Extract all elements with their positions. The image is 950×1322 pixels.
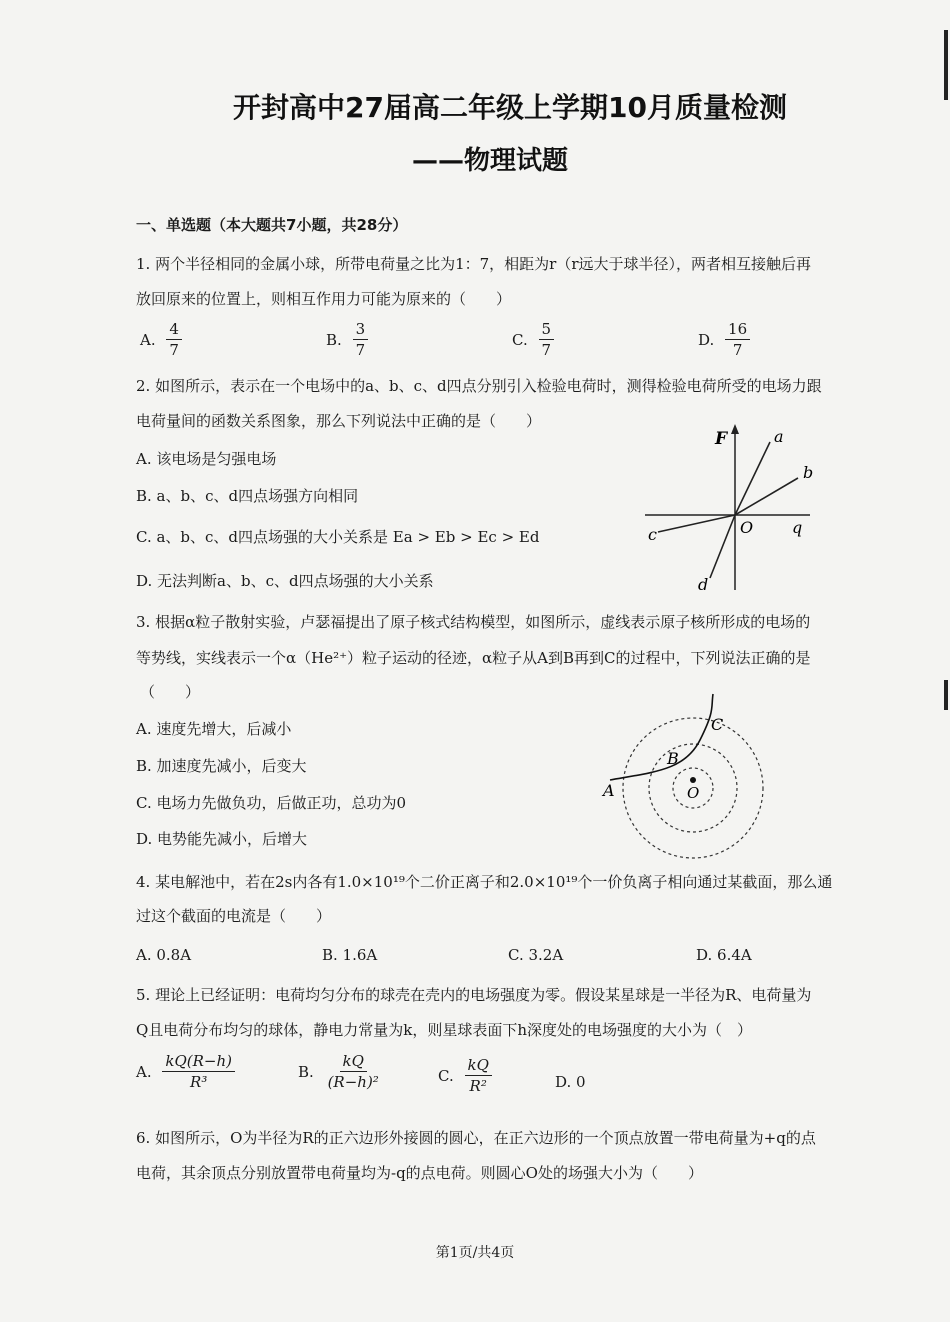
- denominator: 7: [355, 341, 366, 359]
- numerator: 4: [166, 320, 182, 340]
- numerator: kQ: [340, 1052, 367, 1072]
- fraction: [325, 1052, 382, 1091]
- label-q: q: [792, 518, 803, 537]
- fraction: [353, 320, 369, 359]
- fraction: [725, 320, 750, 359]
- q3-line3: （ ）: [140, 683, 201, 701]
- q4-option-c: C. 3.2A: [508, 946, 564, 964]
- f-axis-arrowhead: [731, 424, 739, 434]
- denominator: R³: [190, 1073, 208, 1091]
- q2-option-b: B. a、b、c、d四点场强方向相同: [136, 487, 359, 505]
- q2-force-charge-graph: [640, 420, 830, 595]
- fraction: [162, 1052, 235, 1091]
- q5-option-b: [298, 1052, 382, 1091]
- scan-edge-mark: [944, 30, 948, 100]
- nucleus-dot: [690, 777, 696, 783]
- label-d: d: [698, 575, 709, 594]
- option-label: C.: [438, 1066, 454, 1085]
- q6-line1: 6. 如图所示，O为半径为R的正六边形外接圆的圆心，在正六边形的一个顶点放置一带电荷量为+q的点: [136, 1129, 816, 1147]
- q5-option-d: D. 0: [555, 1073, 586, 1091]
- q1-option-b: [326, 320, 368, 359]
- page-number: 第1页/共4页: [435, 1245, 515, 1261]
- section-heading: 一、单选题（本大题共7小题，共28分）: [136, 216, 408, 234]
- q1-option-d: [698, 320, 750, 359]
- line-c: [658, 515, 735, 532]
- q3-option-b: B. 加速度先减小，后变大: [136, 757, 307, 775]
- q2-line2: 电荷量间的函数关系图象，那么下列说法中正确的是（ ）: [136, 412, 542, 430]
- denominator: 7: [541, 341, 552, 359]
- q3-alpha-scattering-diagram: [605, 690, 765, 850]
- q3-line1: 3. 根据α粒子散射实验，卢瑟福提出了原子核式结构模型，如图所示，虚线表示原子核所形成的电场的: [136, 613, 811, 631]
- q5-line2: Q且电荷分布均匀的球体，静电力常量为k，则星球表面下h深度处的电场强度的大小为（ ）: [136, 1021, 753, 1039]
- fraction: [539, 320, 555, 359]
- q3-option-a: A. 速度先增大，后减小: [136, 720, 292, 738]
- numerator: kQ: [465, 1056, 492, 1076]
- label-f: F: [715, 429, 728, 449]
- label-a: A: [603, 781, 615, 800]
- option-label: B.: [298, 1062, 314, 1081]
- label-b: b: [803, 463, 814, 482]
- q5-option-c: [438, 1056, 492, 1095]
- option-label: C.: [512, 330, 528, 349]
- q2-option-a: A. 该电场是匀强电场: [136, 450, 277, 468]
- q4-option-a: A. 0.8A: [136, 946, 192, 964]
- alpha-trajectory: [610, 694, 713, 780]
- q1-option-c: [512, 320, 554, 359]
- q5-option-a: [136, 1052, 235, 1091]
- q1-option-a: [140, 320, 182, 359]
- q4-line2: 过这个截面的电流是（ ）: [136, 907, 332, 925]
- option-label: D.: [698, 330, 715, 349]
- q4-line1: 4. 某电解池中，若在2s内各有1.0×10¹⁹个二价正离子和2.0×10¹⁹个一价负离子相向通过某截面，那么通: [136, 873, 833, 891]
- fraction: [166, 320, 182, 359]
- numerator: kQ(R−h): [162, 1052, 235, 1072]
- label-c: c: [648, 525, 657, 544]
- q4-option-b: B. 1.6A: [322, 946, 378, 964]
- numerator: 3: [353, 320, 369, 340]
- denominator: R²: [469, 1077, 487, 1095]
- scan-edge-mark: [944, 680, 948, 710]
- denominator: 7: [732, 341, 743, 359]
- label-b: B: [667, 749, 679, 768]
- q1-line2: 放回原来的位置上，则相互作用力可能为原来的（ ）: [136, 290, 512, 308]
- q4-option-d: D. 6.4A: [696, 946, 752, 964]
- numerator: 16: [725, 320, 750, 340]
- line-d: [710, 515, 735, 578]
- q3-line2: 等势线，实线表示一个α（He²⁺）粒子运动的径迹，α粒子从A到B再到C的过程中，下列说法正确的是: [136, 649, 811, 667]
- label-o: O: [740, 518, 754, 537]
- option-label: A.: [136, 1062, 152, 1081]
- label-c: C: [711, 715, 724, 734]
- q1-line1: 1. 两个半径相同的金属小球，所带电荷量之比为1：7，相距为r（r远大于球半径），两者相互接触后再: [136, 255, 812, 273]
- label-a: a: [774, 427, 784, 446]
- q3-option-c: C. 电场力先做负功，后做正功，总功为0: [136, 794, 407, 812]
- denominator: (R−h)²: [327, 1073, 379, 1091]
- q5-line1: 5. 理论上已经证明：电荷均匀分布的球壳在壳内的电场强度为零。假设某星球是一半径为R、电荷量为: [136, 986, 812, 1004]
- numerator: 5: [539, 320, 555, 340]
- q2-option-d: D. 无法判断a、b、c、d四点场强的大小关系: [136, 572, 434, 590]
- fraction: [465, 1056, 492, 1095]
- label-o: O: [687, 784, 700, 802]
- exam-title: 开封高中27届高二年级上学期10月质量检测: [233, 91, 787, 124]
- denominator: 7: [169, 341, 179, 359]
- option-label: A.: [140, 330, 156, 349]
- q2-option-c: C. a、b、c、d四点场强的大小关系是 Ea > Eb > Ec > Ed: [136, 528, 540, 546]
- option-label: B.: [326, 330, 342, 349]
- q2-line1: 2. 如图所示，表示在一个电场中的a、b、c、d四点分别引入检验电荷时，测得检验电荷所受的电场力跟: [136, 377, 822, 395]
- q3-option-d: D. 电势能先减小，后增大: [136, 830, 308, 848]
- exam-subtitle: ——物理试题: [411, 146, 568, 176]
- q6-line2: 电荷，其余顶点分别放置带电荷量均为-q的点电荷。则圆心O处的场强大小为（ ）: [136, 1164, 703, 1182]
